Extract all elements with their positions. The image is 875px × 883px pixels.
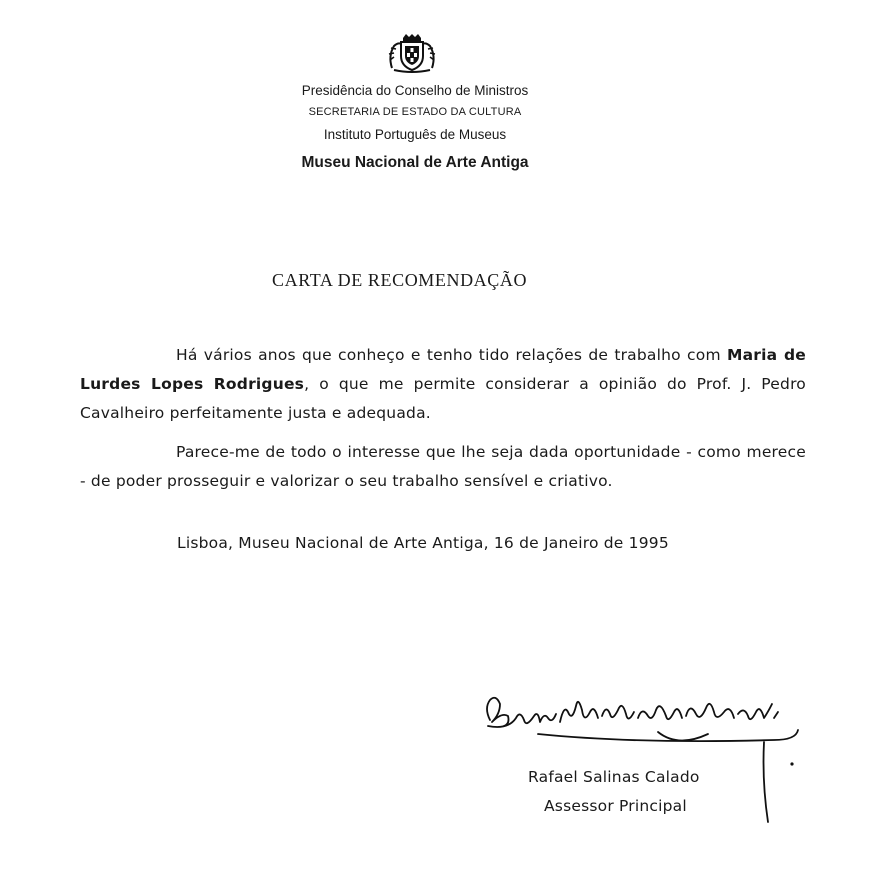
letterhead-museum: Museu Nacional de Arte Antiga <box>301 154 529 171</box>
letterhead-institute: Instituto Português de Museus <box>323 127 507 142</box>
place-and-date: Lisboa, Museu Nacional de Arte Antiga, 16 de Janeiro de 1995 <box>177 534 669 552</box>
letterhead-secretariat: SECRETARIA DE ESTADO DA CULTURA <box>308 106 522 118</box>
recommended-person-name: Maria de Lurdes Lopes Rodrigues <box>80 346 807 393</box>
paragraph-1-rest: , o que me permite considerar a opinião do Prof. J. Pedro Cavalheiro perfeitamente justa e adequada. <box>80 375 806 422</box>
letter-title: CARTA DE RECOMENDAÇÃO <box>272 270 528 290</box>
paragraph-1 <box>80 341 806 428</box>
signatory-name: Rafael Salinas Calado <box>528 768 700 786</box>
paragraph-2 <box>80 438 806 496</box>
paragraph-2-text: Parece-me de todo o interesse que lhe seja dada oportunidade - como merece - de poder prosseguir e valorizar o seu trabalho sensível e criativo. <box>80 443 806 490</box>
coat-of-arms-icon <box>386 34 438 74</box>
signatory-role: Assessor Principal <box>544 797 687 815</box>
paragraph-1-intro: Há vários anos que conheço e tenho tido relações de trabalho com <box>176 346 721 364</box>
letterhead-ministry: Presidência do Conselho de Ministros <box>301 83 529 98</box>
